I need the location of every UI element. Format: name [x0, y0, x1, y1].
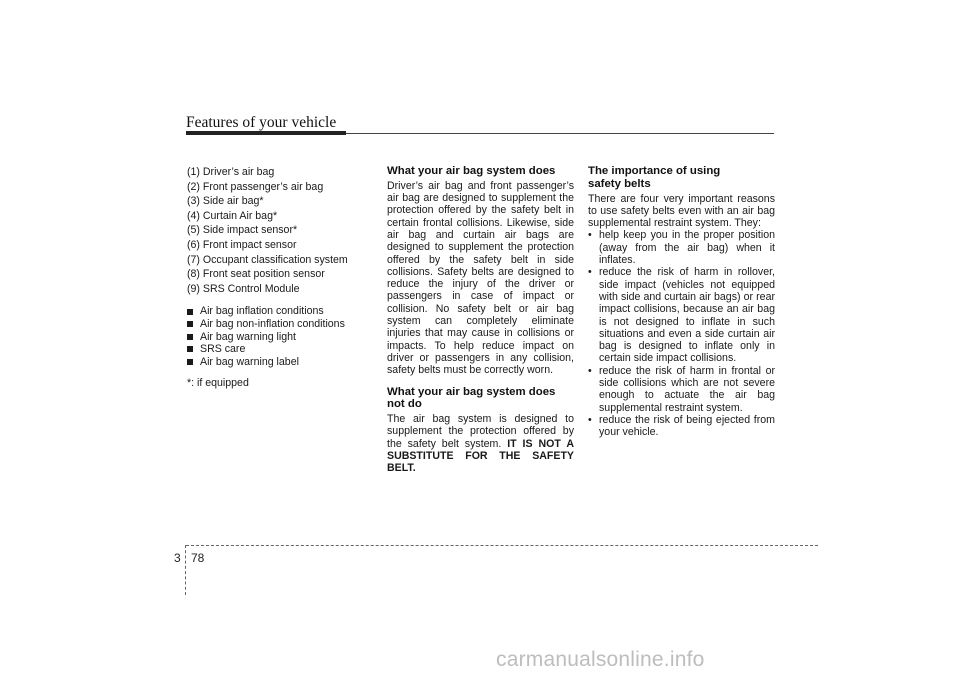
topics-list: [187, 305, 357, 368]
list-item: (8) Front seat position sensor: [187, 268, 325, 281]
footer-vertical-rule: [185, 545, 186, 595]
list-item: • reduce the risk of being ejected from your vehicle.: [588, 413, 775, 439]
page-number: 78: [191, 551, 205, 565]
bullet-icon: •: [588, 413, 592, 426]
list-item: Air bag warning light: [187, 331, 357, 344]
list-item: (7) Occupant classification system: [187, 253, 348, 266]
watermark: carmanualsonline.info: [496, 648, 705, 671]
section-intro-importance: There are four very important reasons to use safety belts even with an air bag supplemental restraint system. They:: [588, 192, 775, 230]
warning-emphasis: IT IS NOT A SUBSTITUTE FOR THE SAFETY BELT.: [387, 437, 574, 475]
list-item: (4) Curtain Air bag*: [187, 209, 278, 222]
square-bullet-icon: [187, 346, 193, 352]
reasons-list: [588, 229, 775, 438]
list-item: (9) SRS Control Module: [187, 282, 300, 295]
list-item: (2) Front passenger’s air bag: [187, 180, 324, 193]
footer-rule: [186, 545, 818, 546]
list-item: • help keep you in the proper position (away from the air bag) when it inflates.: [588, 229, 775, 267]
column-components: [187, 165, 357, 390]
header-rule: [346, 133, 774, 134]
column-safety-belts: [588, 165, 775, 439]
list-item: Air bag inflation conditions: [187, 305, 357, 318]
section-heading-importance: The importance of using safety belts: [588, 165, 721, 190]
section-body-does: Driver’s air bag and front passenger’s air bag are designed to supplement the protection offered by the safety belt in certain frontal collisions. Likewise, side air bag and curtain air bags are designed to supplement the protection offered by the safety belt in side collisions. Safety belts are designed to reduce the injury of the driver or passengers in case of impact or collision. No safety belt or air bag system can completely eliminate injuries that may cause in collisions or impacts. To help reduce impact on driver or passengers in any collision, safety belts must be correctly worn.: [387, 179, 574, 377]
section-heading-not-do: What your air bag system does not do: [387, 385, 556, 411]
square-bullet-icon: [187, 359, 193, 365]
list-item: SRS care: [187, 343, 357, 356]
footnote: *: if equipped: [187, 377, 249, 390]
bullet-icon: •: [588, 266, 592, 279]
section-body-not-do: The air bag system is designed to supplement the protection offered by the safety belt system. IT IS NOT A SUBSTITUTE FOR THE SAFETY BELT.: [387, 413, 574, 475]
bullet-icon: •: [588, 229, 592, 242]
page-header-title: Features of your vehicle: [186, 114, 337, 131]
column-air-bag-function: [387, 165, 574, 475]
list-item: (6) Front impact sensor: [187, 238, 297, 251]
components-list: [187, 165, 357, 296]
list-item: Air bag non-inflation conditions: [187, 318, 357, 331]
square-bullet-icon: [187, 321, 193, 327]
list-item: (5) Side impact sensor*: [187, 224, 298, 237]
list-item: • reduce the risk of harm in rollover, side impact (vehicles not equipped with side and curtain air bags) or rear impact collisions, because an air bag is not designed to inflate in such situations and even a side curtain air bag is designed to inflate only in certain side impact collisions.: [588, 266, 775, 365]
list-item: (3) Side air bag*: [187, 195, 264, 208]
square-bullet-icon: [187, 334, 193, 340]
header-accent-bar: [186, 131, 346, 135]
list-item: • reduce the risk of harm in frontal or side collisions which are not severe enough to actuate the air bag supplemental restraint system.: [588, 364, 775, 414]
section-heading-does: What your air bag system does: [387, 165, 556, 177]
bullet-icon: •: [588, 364, 592, 377]
list-item: (1) Driver’s air bag: [187, 166, 275, 178]
square-bullet-icon: [187, 309, 193, 315]
list-item: Air bag warning label: [187, 356, 357, 369]
chapter-number: 3: [174, 551, 181, 565]
